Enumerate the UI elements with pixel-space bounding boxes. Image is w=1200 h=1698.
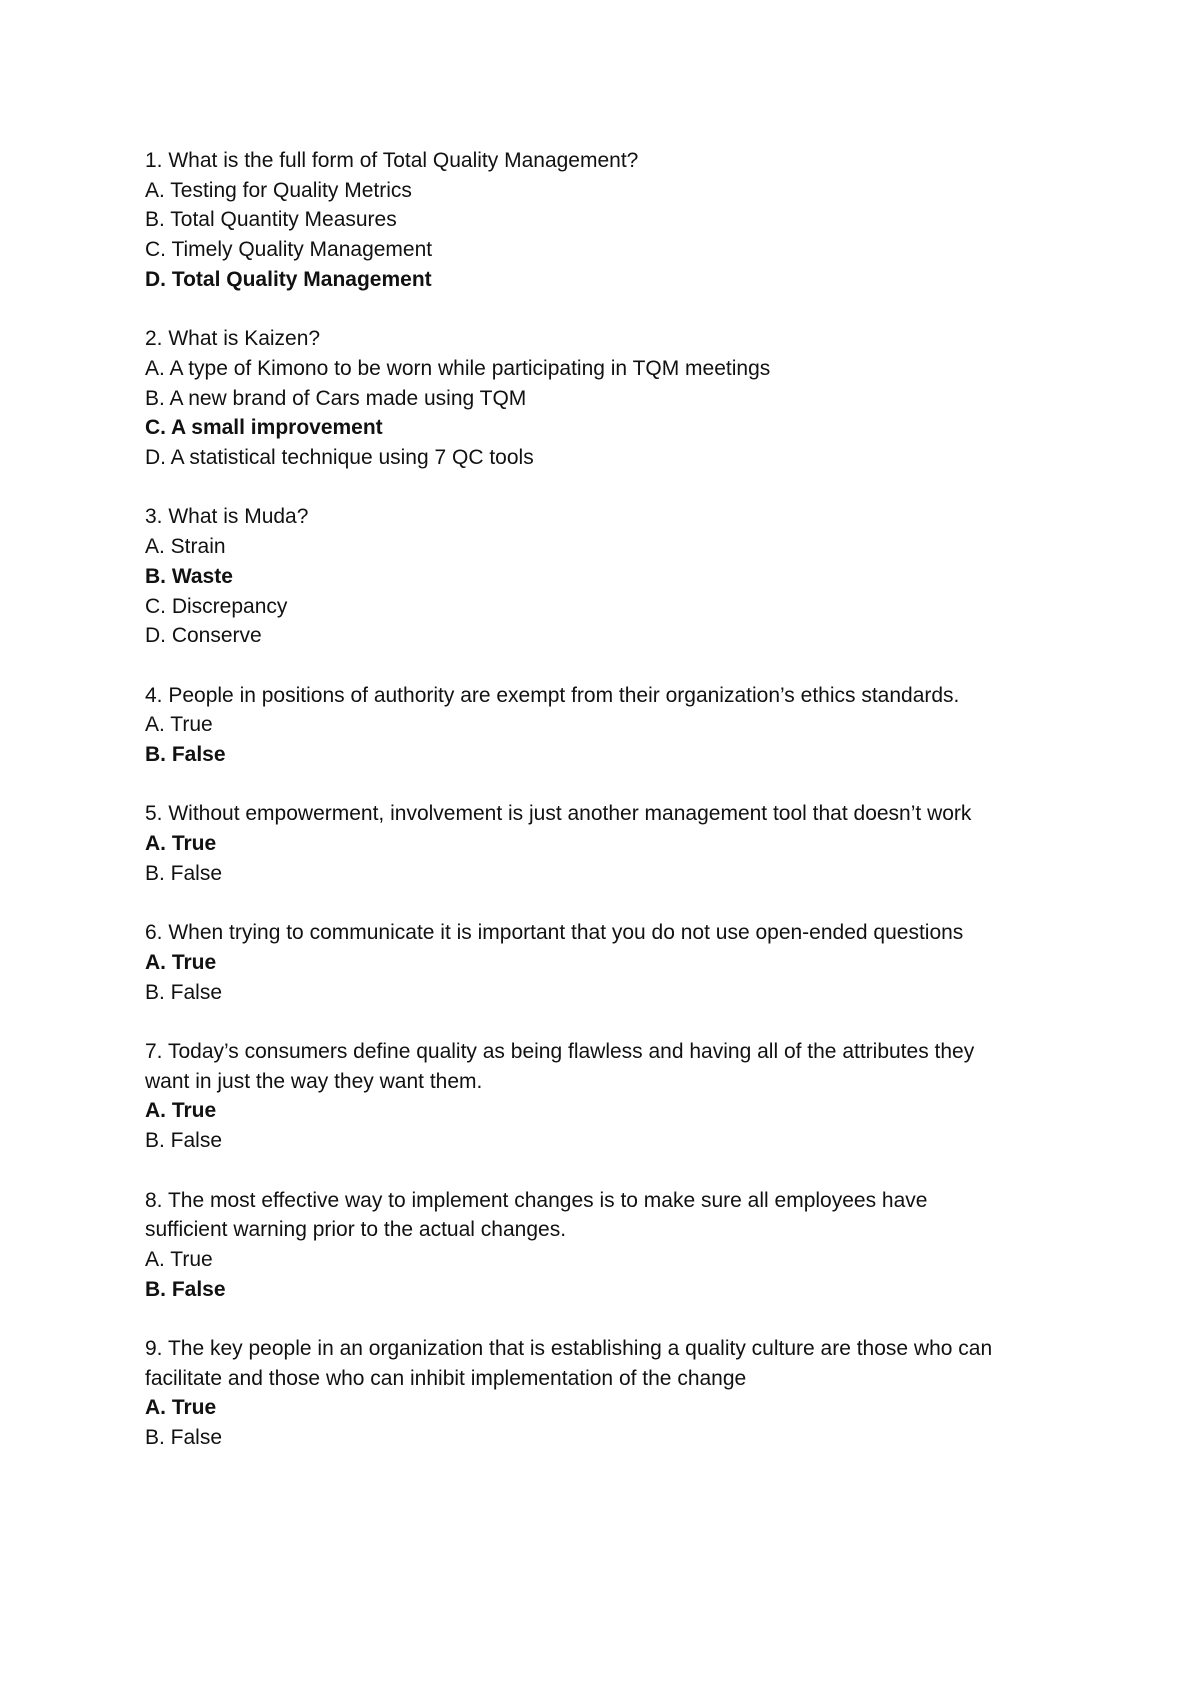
- answer-option: A. Strain: [145, 535, 226, 559]
- answer-option-correct: C. A small improvement: [145, 416, 383, 440]
- answer-option: B. Total Quantity Measures: [145, 208, 397, 232]
- answer-option-correct: A. True: [145, 950, 217, 974]
- answer-option: D. A statistical technique using 7 QC tools: [145, 446, 534, 470]
- quiz-list: [145, 146, 1075, 1483]
- answer-option: A. True: [145, 1247, 213, 1271]
- question-text: 1. What is the full form of Total Quality Management?: [145, 149, 639, 172]
- question-text: sufficient warning prior to the actual changes.: [145, 1218, 567, 1242]
- question-text: 9. The key people in an organization that is establishing a quality culture are those who can: [145, 1337, 993, 1360]
- question-text: want in just the way they want them.: [145, 1069, 483, 1093]
- question-text: 3. What is Muda?: [145, 505, 309, 529]
- answer-option-correct: D. Total Quality Management: [145, 267, 432, 291]
- question-block: [145, 1186, 1075, 1305]
- answer-option-correct: A. True: [145, 1099, 217, 1123]
- answer-option-correct: A. True: [145, 1396, 217, 1420]
- question-block: [145, 324, 1075, 473]
- question-text: 5. Without empowerment, involvement is just another management tool that doesn’t work: [145, 802, 972, 826]
- answer-option: B. False: [145, 1129, 223, 1153]
- question-block: [145, 918, 1075, 1007]
- answer-option: C. Timely Quality Management: [145, 238, 433, 262]
- question-block: [145, 502, 1075, 651]
- answer-option-correct: B. False: [145, 1277, 226, 1301]
- question-text: 2. What is Kaizen?: [145, 327, 321, 351]
- answer-option-correct: B. Waste: [145, 564, 233, 588]
- question-block: [145, 1037, 1075, 1156]
- answer-option: B. A new brand of Cars made using TQM: [145, 386, 527, 410]
- answer-option: D. Conserve: [145, 624, 262, 648]
- question-text: facilitate and those who can inhibit implementation of the change: [145, 1366, 747, 1390]
- answer-option: C. Discrepancy: [145, 594, 288, 618]
- question-text: 4. People in positions of authority are exempt from their organization’s ethics standards.: [145, 683, 960, 707]
- answer-option: B. False: [145, 861, 223, 885]
- question-block: [145, 146, 1075, 295]
- answer-option: A. Testing for Quality Metrics: [145, 178, 412, 202]
- answer-option-correct: A. True: [145, 832, 217, 856]
- question-text: 6. When trying to communicate it is important that you do not use open-ended questions: [145, 921, 964, 945]
- question-text: 8. The most effective way to implement changes is to make sure all employees have: [145, 1188, 928, 1212]
- answer-option: B. False: [145, 980, 223, 1004]
- question-block: [145, 799, 1075, 888]
- question-text: 7. Today’s consumers define quality as being flawless and having all of the attributes they: [145, 1040, 975, 1063]
- answer-option: A. A type of Kimono to be worn while participating in TQM meetings: [145, 356, 771, 380]
- answer-option-correct: B. False: [145, 743, 226, 767]
- answer-option: A. True: [145, 713, 213, 737]
- question-block: [145, 1334, 1075, 1453]
- question-block: [145, 681, 1075, 770]
- answer-option: B. False: [145, 1426, 223, 1450]
